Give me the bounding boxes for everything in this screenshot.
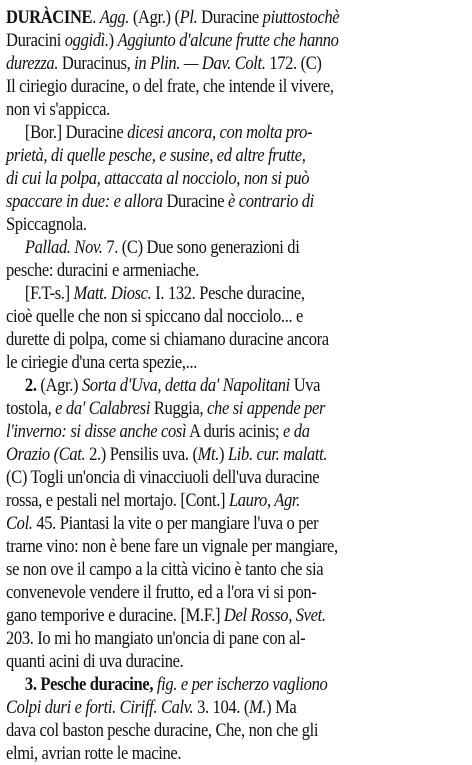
text-line <box>6 604 462 627</box>
text-line <box>6 696 462 719</box>
text-run: rossa, e pestali nel mortajo. [Cont.] <box>6 490 229 511</box>
text-run: 3. 104. ( <box>193 697 249 718</box>
text-run: e da <box>283 421 310 442</box>
text-run: in Plin. — Dav. Colt. <box>134 53 266 74</box>
text-run: convenevole vendere il frutto, ed a l'ora vi si pon- <box>6 582 317 603</box>
text-run: dava col baston pesche duracine, Che, non che gli <box>6 720 319 741</box>
text-run: è contrario di <box>227 191 314 212</box>
text-run: elmi, avrian rotte le macine. <box>6 743 182 764</box>
text-run: 7. (C) Due sono generazioni di <box>102 237 300 258</box>
text-run: Matt. Diosc. <box>73 283 152 304</box>
text-line <box>6 466 462 489</box>
text-run: 2.) Pensilis uva. ( <box>85 444 198 465</box>
text-line <box>6 581 462 604</box>
text-run: Pl. <box>179 7 198 28</box>
text-run: fig. e per ischerzo vagliono <box>156 674 328 695</box>
text-line <box>6 213 462 236</box>
text-run: 172. (C) <box>265 53 322 74</box>
text-run: quanti acini di uva duracine. <box>6 651 184 672</box>
text-line <box>6 190 462 213</box>
text-run: non vi s'appicca. <box>6 99 110 120</box>
text-run: Col. <box>6 513 33 534</box>
text-line <box>6 98 462 121</box>
text-run: spaccare in due: e allora <box>6 191 163 212</box>
text-run: tostola, <box>6 398 56 419</box>
text-line <box>6 75 462 98</box>
text-line <box>6 328 462 351</box>
text-run: le ciriegie d'una certa spezie,... <box>6 352 198 373</box>
text-run: [F.T-s.] <box>24 283 74 304</box>
text-run: Uva <box>289 375 321 396</box>
text-run: l'inverno: si disse anche così <box>6 421 187 442</box>
text-line <box>6 420 462 443</box>
text-line <box>6 305 462 328</box>
text-line <box>6 650 462 673</box>
text-run: Duracine <box>162 191 228 212</box>
text-line <box>6 144 462 167</box>
text-line <box>6 167 462 190</box>
text-line <box>6 374 472 397</box>
text-run: Del Rosso, Svet. <box>223 605 326 626</box>
text-run: durette di polpa, come si chiamano duracine ancora <box>6 329 329 350</box>
text-run: gano temporive e duracine. [M.F.] <box>6 605 224 626</box>
text-line <box>6 535 462 558</box>
text-run: Agg. <box>99 7 130 28</box>
text-run: Lib. cur. malatt. <box>227 444 328 465</box>
text-run: piuttostochè <box>262 7 340 28</box>
text-run: 203. Io mi ho mangiato un'oncia di pane con al- <box>6 628 306 649</box>
text-run: A duris acinis; <box>186 421 284 442</box>
text-run: Duracine <box>197 7 263 28</box>
text-line <box>6 29 462 52</box>
text-run: Duracini <box>6 30 65 51</box>
text-run: che si appende per <box>207 398 326 419</box>
text-line <box>6 236 472 259</box>
text-line <box>6 282 472 305</box>
text-line <box>6 558 462 581</box>
text-run: (Agr.) ( <box>129 7 180 28</box>
dictionary-entry-duracine <box>6 6 466 765</box>
text-run: e da' Calabresi <box>55 398 151 419</box>
text-line <box>6 443 462 466</box>
text-run: 45. Piantasi la vite o per mangiare l'uva o per <box>32 513 319 534</box>
text-line <box>6 121 472 144</box>
text-run: (C) Togli un'oncia di vinacciuoli dell'uva duracine <box>6 467 320 488</box>
text-run: Duracinus, <box>58 53 135 74</box>
text-run: dicesi ancora, con molta pro- <box>127 122 313 143</box>
text-run: M. <box>248 697 267 718</box>
text-run: (Agr.) <box>36 375 82 396</box>
text-run: ) <box>219 444 228 465</box>
text-line <box>6 742 462 765</box>
text-run: ) <box>108 30 118 51</box>
text-run: 2. <box>24 375 37 396</box>
text-run: Ruggia, <box>150 398 208 419</box>
text-run: se non ove il campo a la città vicino è tanto che sia <box>6 559 324 580</box>
text-run: cioè quelle che non si spiccano dal nocciolo... e <box>6 306 304 327</box>
text-line <box>6 512 462 535</box>
text-run: Spiccagnola. <box>6 214 87 235</box>
text-run: [Bor.] Duracine <box>24 122 128 143</box>
text-run: durezza. <box>6 53 59 74</box>
text-line <box>6 673 472 696</box>
text-run: trarne vino: non è bene fare un vignale per mangiare, <box>6 536 338 557</box>
text-run: pesche: duracini e armeniache. <box>6 260 200 281</box>
text-run: prietà, di quelle pesche, e susine, ed altre frutte, <box>6 145 306 166</box>
text-line <box>6 351 462 374</box>
text-run: . <box>92 7 100 28</box>
text-run: Orazio (Cat. <box>6 444 86 465</box>
text-run: Aggiunto d'alcune frutte che hanno <box>117 30 339 51</box>
text-run: Colpi duri e forti. Ciriff. Calv. <box>6 697 194 718</box>
text-line <box>6 6 462 29</box>
text-run: Pallad. Nov. <box>24 237 103 258</box>
text-run: Sorta d'Uva, detta da' Napolitani <box>81 375 290 396</box>
text-line <box>6 627 462 650</box>
text-run: Lauro, Agr. <box>228 490 300 511</box>
text-line <box>6 259 462 282</box>
text-run: Mt. <box>197 444 220 465</box>
text-run: 3. Pesche duracine, <box>24 674 154 695</box>
text-line <box>6 489 462 512</box>
text-line <box>6 719 462 742</box>
headword: DURÀCINE <box>6 7 93 28</box>
text-line <box>6 52 462 75</box>
text-run: I. 132. Pesche duracine, <box>151 283 305 304</box>
text-run: ) Ma <box>266 697 297 718</box>
text-run: di cui la polpa, attaccata al nocciolo, non si può <box>6 168 310 189</box>
text-run: oggidì. <box>64 30 109 51</box>
text-run: Il ciriegio duracine, o del frate, che intende il vivere, <box>6 76 334 97</box>
text-line <box>6 397 462 420</box>
